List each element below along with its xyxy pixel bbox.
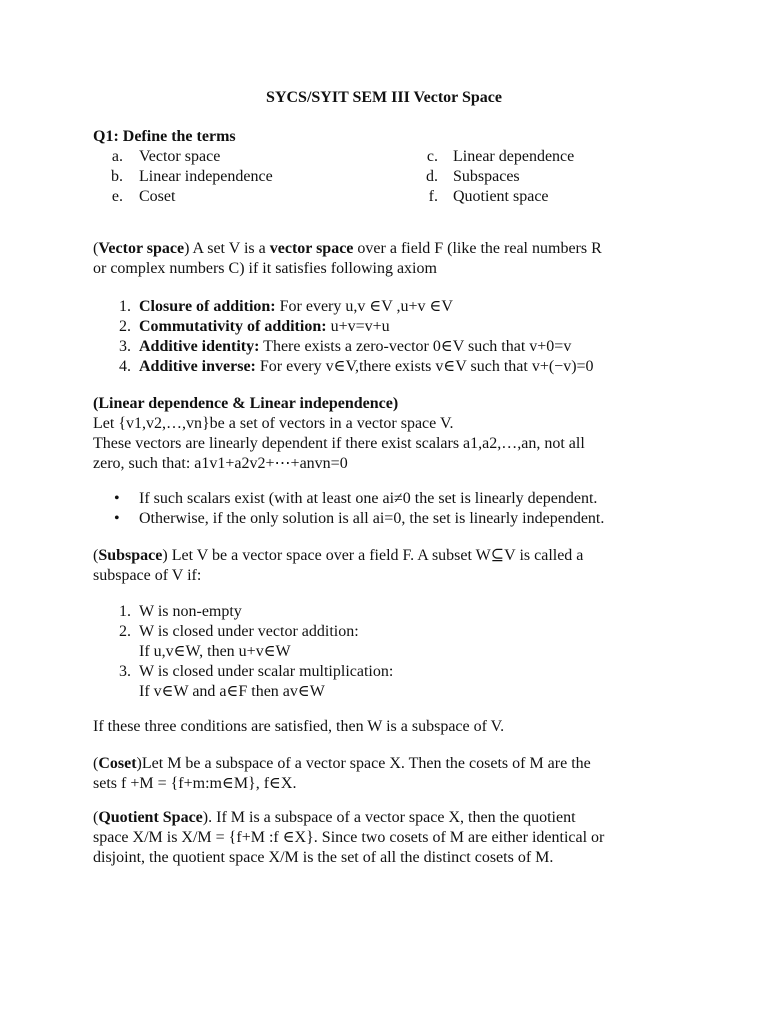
list-item <box>93 489 683 509</box>
list-item <box>93 357 683 377</box>
term-marker: b. <box>111 168 123 185</box>
subspace-line2: subspace of V if: <box>93 567 202 584</box>
list-number: 3. <box>119 338 131 355</box>
bullet-glyph: • <box>114 510 120 527</box>
term-row <box>93 147 683 167</box>
list-number: 2. <box>119 318 131 335</box>
bullet-glyph: • <box>114 490 120 507</box>
quotient-section <box>93 808 683 868</box>
vector-space-section <box>93 239 683 279</box>
subspace-conditions <box>93 602 683 702</box>
vector-space-definition <box>93 239 683 259</box>
vector-space-bold-term: vector space <box>269 240 354 257</box>
linear-line3: zero, such that: a1v1+a2v2+⋯+anvn=0 <box>93 455 348 472</box>
condition-text: W is non-empty <box>139 603 242 620</box>
list-number: 1. <box>119 298 131 315</box>
subspace-line1-rest: ) Let V be a vector space over a field F. A subset W⊆V is called a <box>162 547 584 564</box>
list-number: 2. <box>119 623 131 640</box>
quotient-line3: disjoint, the quotient space X/M is the set of all the distinct cosets of M. <box>93 849 554 866</box>
term-marker: f. <box>428 188 438 205</box>
paren-open: ( <box>93 240 99 257</box>
quotient-term: Quotient Space <box>98 809 203 826</box>
coset-line2: sets f +M = {f+m:m∈M}, f∈X. <box>93 775 297 792</box>
subspace-conclusion: If these three conditions are satisfied, then W is a subspace of V. <box>93 718 505 735</box>
list-item <box>93 602 683 622</box>
list-item <box>93 337 683 357</box>
page-title: SYCS/SYIT SEM III Vector Space <box>266 89 502 106</box>
coset-definition <box>93 754 683 774</box>
bullet-text: If such scalars exist (with at least one ai≠0 the set is linearly dependent. <box>139 490 598 507</box>
vector-space-line2: or complex numbers C) if it satisfies following axiom <box>93 260 437 277</box>
coset-section <box>93 754 683 794</box>
condition-detail: If v∈W and a∈F then av∈W <box>139 683 325 700</box>
axiom-label: Closure of addition: <box>139 298 276 315</box>
quotient-line2: space X/M is X/M = {f+M :f ∈X}. Since two cosets of M are either identical or <box>93 829 605 846</box>
axiom-list <box>93 297 683 377</box>
linear-bullets <box>93 489 683 529</box>
term-label: Vector space <box>139 148 221 165</box>
q1-section <box>93 127 683 207</box>
list-item <box>93 662 683 682</box>
linear-line1: Let {v1,v2,…,vn}be a set of vectors in a vector space V. <box>93 415 454 432</box>
term-label: Coset <box>139 188 176 205</box>
term-label: Quotient space <box>453 188 549 205</box>
list-number: 4. <box>119 358 131 375</box>
bullet-text: Otherwise, if the only solution is all ai=0, the set is linearly independent. <box>139 510 605 527</box>
term-row <box>93 187 683 207</box>
axiom-label: Additive identity: <box>139 338 260 355</box>
axiom-text: For every u,v ∈V ,u+v ∈V <box>275 298 453 315</box>
vector-space-term: Vector space <box>98 240 185 257</box>
term-marker: a. <box>111 148 123 165</box>
subspace-definition <box>93 546 683 566</box>
term-label: Linear independence <box>139 168 273 185</box>
term-label: Subspaces <box>453 168 520 185</box>
list-item <box>93 509 683 529</box>
list-number: 1. <box>119 603 131 620</box>
linear-heading: (Linear dependence & Linear independence) <box>93 395 399 412</box>
coset-line1-rest: )Let M be a subspace of a vector space X. Then the cosets of M are the <box>136 755 591 772</box>
paren-open: ( <box>93 547 99 564</box>
term-marker: d. <box>426 168 438 185</box>
quotient-definition <box>93 808 683 828</box>
condition-detail: If u,v∈W, then u+v∈W <box>139 643 291 660</box>
list-item <box>93 297 683 317</box>
coset-term: Coset <box>98 755 137 772</box>
list-item <box>93 317 683 337</box>
term-label: Linear dependence <box>453 148 575 165</box>
q1-heading: Q1: Define the terms <box>93 128 236 145</box>
condition-text: W is closed under vector addition: <box>139 623 359 640</box>
list-item-continuation <box>93 682 683 702</box>
linear-section <box>93 394 683 474</box>
list-item <box>93 622 683 642</box>
list-number: 3. <box>119 663 131 680</box>
axiom-text: There exists a zero-vector 0∈V such that v+0=v <box>259 338 572 355</box>
subspace-section <box>93 546 683 586</box>
axiom-label: Commutativity of addition: <box>139 318 327 335</box>
condition-text: W is closed under scalar multiplication: <box>139 663 394 680</box>
paren-open: ( <box>93 809 99 826</box>
list-item-continuation <box>93 642 683 662</box>
subspace-term: Subspace <box>98 547 163 564</box>
axiom-text: For every v∈V,there exists v∈V such that v+(−v)=0 <box>255 358 594 375</box>
quotient-line1-rest: ). If M is a subspace of a vector space X, then the quotient <box>202 809 576 826</box>
linear-line2: These vectors are linearly dependent if there exist scalars a1,a2,…,an, not all <box>93 435 585 452</box>
vector-space-line1-rest: over a field F (like the real numbers R <box>353 240 602 257</box>
term-row <box>93 167 683 187</box>
axiom-label: Additive inverse: <box>139 358 256 375</box>
axiom-text: u+v=v+u <box>326 318 390 335</box>
term-marker: e. <box>111 188 123 205</box>
term-marker: c. <box>426 148 438 165</box>
paren-open: ( <box>93 755 99 772</box>
vector-space-intro: ) A set V is a <box>184 240 270 257</box>
